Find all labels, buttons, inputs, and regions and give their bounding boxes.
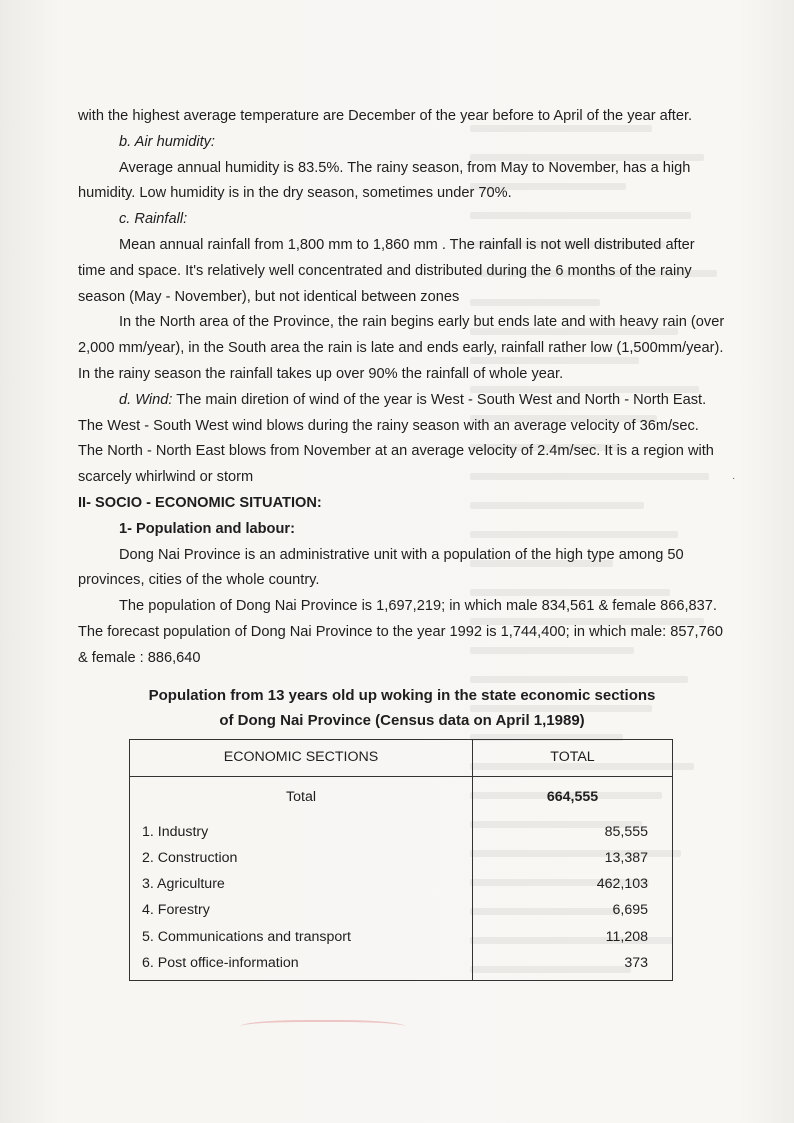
column-header-sections: ECONOMIC SECTIONS xyxy=(130,739,473,776)
document-body xyxy=(78,104,726,981)
scan-speck: · xyxy=(732,473,736,484)
section-heading: II- SOCIO - ECONOMIC SITUATION: xyxy=(78,494,322,511)
row-value: 6,695 xyxy=(612,902,648,919)
table-body-row xyxy=(130,776,673,981)
row-label: 3. Agriculture xyxy=(142,876,225,893)
totals-column xyxy=(473,776,673,981)
rainfall-heading: c. Rainfall: xyxy=(119,211,188,228)
table-caption xyxy=(78,683,726,733)
temperature-paragraph-cont: with the highest average temperature are December of the year before to April of the year after. xyxy=(78,108,693,124)
wind-heading: d. Wind: xyxy=(119,391,173,408)
population-paragraph-2: The population of Dong Nai Province is 1,697,219; in which male 834,561 & female 866,837. The forecast population of Dong Nai Province to the year 1992 is 1,744,400; in which male: 857,760 & female : 886,640 xyxy=(78,598,723,666)
row-value: 11,208 xyxy=(605,928,648,945)
row-label: 1. Industry xyxy=(142,823,209,840)
row-value: 462,103 xyxy=(596,876,648,893)
row-label: 2. Construction xyxy=(142,849,238,866)
column-header-total: TOTAL xyxy=(473,739,673,776)
row-value: 13,387 xyxy=(604,849,648,866)
subsection-heading: 1- Population and labour: xyxy=(119,520,295,537)
table-caption-line-1: Population from 13 years old up woking in the state economic sections xyxy=(148,686,656,704)
row-label: 4. Forestry xyxy=(142,902,210,919)
population-table xyxy=(129,739,673,982)
row-label: 5. Communications and transport xyxy=(142,928,351,945)
table-header-row xyxy=(130,739,673,776)
humidity-heading: b. Air humidity: xyxy=(119,133,215,150)
sections-column xyxy=(130,776,473,981)
total-label: Total xyxy=(286,788,316,805)
row-value: 373 xyxy=(624,955,648,972)
stamp-mark xyxy=(240,1020,405,1036)
wind-text: The main diretion of wind of the year is West - South West and North - North East. The West - South West wind blows during the rainy season with an average velocity of 36m/sec. The North - North East blows from November at an average velocity of 2.4m/sec. It is a region with scarcely whirlwind or storm xyxy=(78,391,714,486)
total-value: 664,555 xyxy=(546,788,599,805)
row-label: 6. Post office-information xyxy=(142,955,299,972)
rainfall-paragraph-1: Mean annual rainfall from 1,800 mm to 1,860 mm . The rainfall is not well distributed after time and space. It's relatively well concentrated and distributed during the 6 months of the rainy season (May - November), but not identical between zones xyxy=(78,236,695,305)
wind-paragraph xyxy=(78,388,726,491)
row-value: 85,555 xyxy=(604,823,648,840)
table-caption-line-2: of Dong Nai Province (Census data on April 1,1989) xyxy=(219,711,585,729)
population-paragraph-1: Dong Nai Province is an administrative unit with a population of the high type among 50 provinces, cities of the whole country. xyxy=(78,546,684,589)
rainfall-paragraph-2: In the North area of the Province, the rain begins early but ends late and with heavy rain (over 2,000 mm/year), in the South area the rain is late and ends early, rainfall rather low (1,500mm/year). In the rainy season the rainfall takes up over 90% the rainfall of whole year. xyxy=(78,314,725,382)
humidity-paragraph: Average annual humidity is 83.5%. The rainy season, from May to November, has a high humidity. Low humidity is in the dry season, sometimes under 70%. xyxy=(78,159,691,202)
